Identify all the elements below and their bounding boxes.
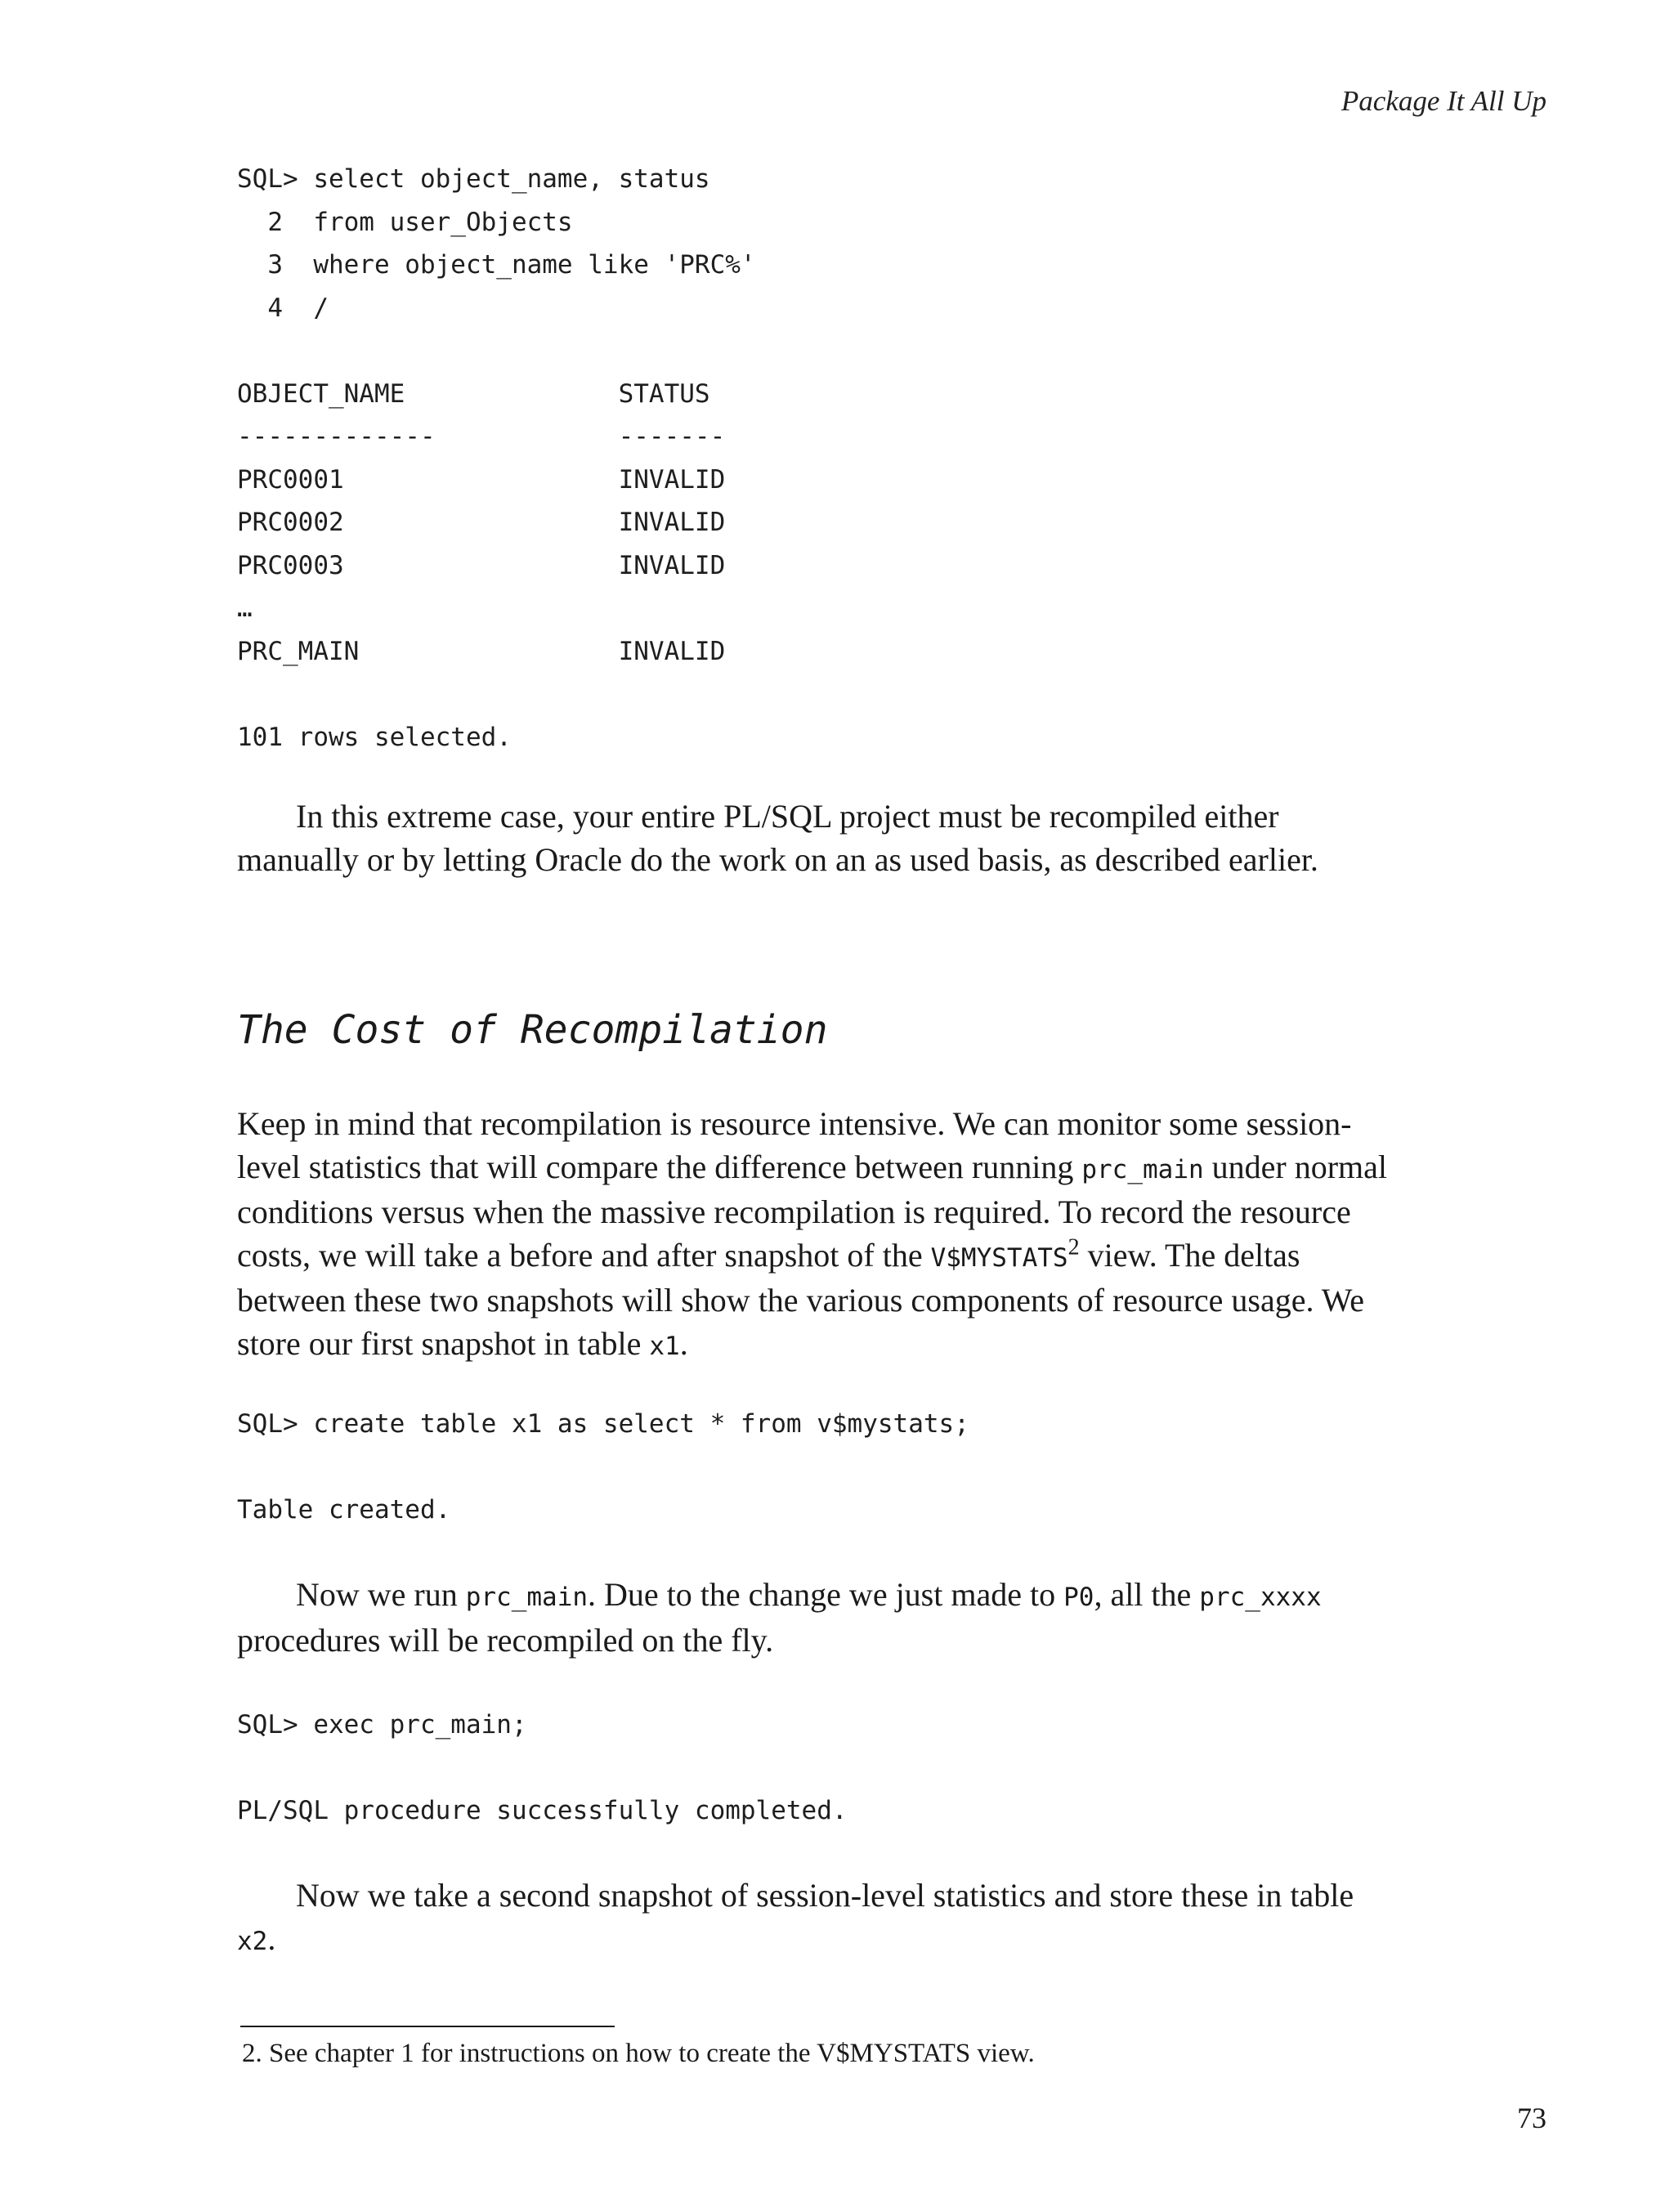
- text-segment: procedures will be recompiled on the fly.: [237, 1621, 774, 1659]
- text-segment: Now we take a second snapshot of session-level statistics and store these in table: [296, 1877, 1354, 1914]
- text-segment: Now we run: [296, 1576, 466, 1613]
- text-segment: Keep in mind that recompilation is resource intensive. We can monitor some session-level statistics that will compare the difference between running: [237, 1105, 1352, 1185]
- footnote: 2. See chapter 1 for instructions on how to create the V$MYSTATS view.: [242, 2039, 1035, 2068]
- text-segment: , all the: [1094, 1576, 1200, 1613]
- code-block-exec-prc-main: SQL> exec prc_main; PL/SQL procedure successfully completed.: [237, 1710, 848, 1825]
- paragraph-run-prc-main: [237, 1574, 1390, 1662]
- section-heading: The Cost of Recompilation: [237, 1007, 828, 1053]
- code-block-invalid-objects: SQL> select object_name, status 2 from user_Objects 3 where object_name like 'PRC%' 4 / OBJECT_NAME STATUS ------------- ------- PRC0001 INVALID PRC0002 INVALID PRC0003 INVALID … PRC_MAIN INVALID 101 rows selected.: [237, 164, 756, 752]
- text-segment: view. The deltas between these two snapshots will show the various components of resource usage. We store our first snapshot in table: [237, 1236, 1365, 1362]
- text-segment: .: [267, 1919, 276, 1957]
- page-number: 73: [1517, 2102, 1546, 2134]
- paragraph-recompile-project: In this extreme case, your entire PL/SQL project must be recompiled either manually or by letting Oracle do the work on an as used basis, as described earlier.: [237, 798, 1318, 878]
- code-block-create-x1: SQL> create table x1 as select * from v$mystats; Table created.: [237, 1409, 969, 1525]
- inline-code-vmystats: V$MYSTATS: [930, 1243, 1068, 1273]
- text-segment: under normal conditions versus when the massive recompilation is required. To record the resource costs, we will take a before and after snapshot of the: [237, 1148, 1388, 1274]
- inline-code-x1: x1: [649, 1331, 680, 1361]
- footnote-divider: [240, 2026, 615, 2027]
- inline-code-prc-main: prc_main: [465, 1583, 589, 1612]
- running-head: Package It All Up: [1341, 85, 1546, 117]
- inline-code-prc-main: prc_main: [1081, 1154, 1204, 1184]
- inline-code-prc-xxxx: prc_xxxx: [1199, 1583, 1322, 1612]
- paragraph-second-snapshot: [237, 1874, 1390, 1963]
- footnote-reference[interactable]: 2: [1068, 1234, 1080, 1260]
- inline-code-x2: x2: [237, 1926, 268, 1956]
- text-segment: . Due to the change we just made to: [588, 1576, 1064, 1613]
- paragraph-resource-intensive: [237, 1103, 1390, 1368]
- text-segment: .: [679, 1324, 688, 1362]
- inline-code-p0: P0: [1063, 1583, 1094, 1612]
